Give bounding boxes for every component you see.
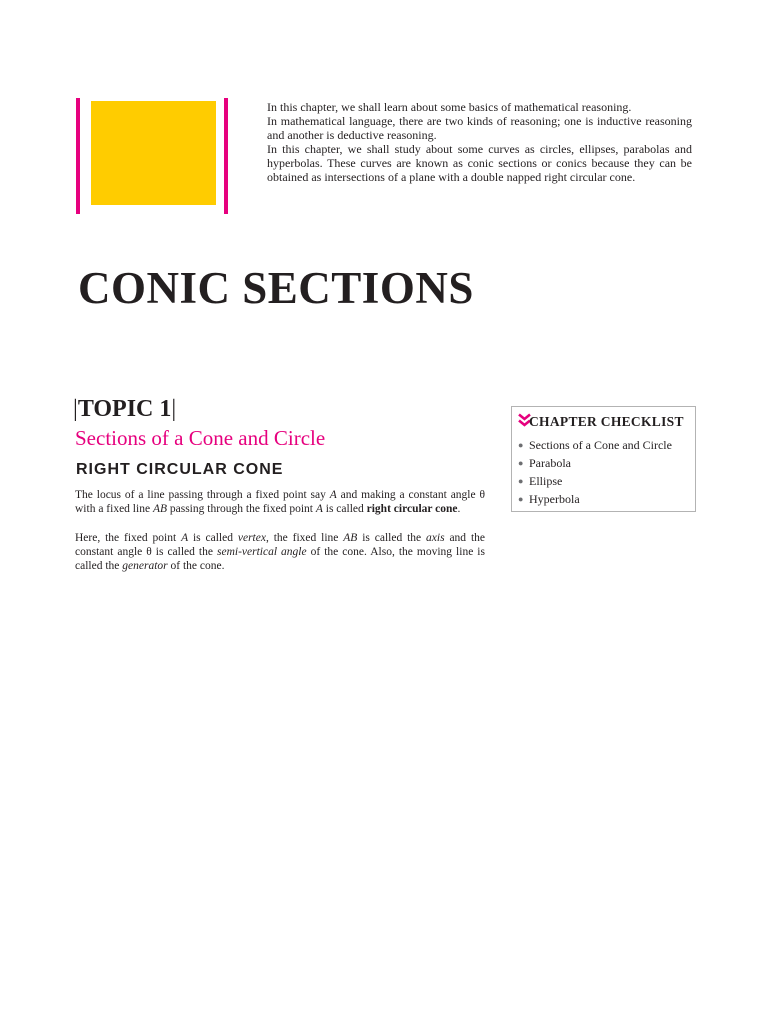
topic-label: |TOPIC 1| bbox=[73, 396, 177, 422]
chapter-intro bbox=[267, 100, 692, 184]
text-run: and making a constant angle θ with a fixed line bbox=[75, 489, 485, 515]
bullet-icon: ● bbox=[518, 440, 524, 450]
bold-term: right circular cone bbox=[366, 503, 458, 515]
italic-term: A bbox=[181, 532, 189, 544]
text-run: Here, the fixed point bbox=[75, 532, 182, 544]
intro-paragraph-3: In this chapter, we shall study about some curves as circles, ellipses, parabolas and hyperbolas. These curves are known as conic sections or conics because they can be obtained as intersections of a plane with a double napped right circular cone. bbox=[267, 142, 692, 184]
italic-term: vertex bbox=[237, 532, 266, 544]
italic-term: A bbox=[329, 489, 337, 501]
text-run: . bbox=[457, 503, 461, 515]
bullet-icon: ● bbox=[518, 494, 524, 504]
definition-paragraph bbox=[75, 488, 485, 516]
bullet-icon: ● bbox=[518, 476, 524, 486]
checklist-item bbox=[518, 472, 672, 490]
intro-paragraph-2: In mathematical language, there are two kinds of reasoning; one is inductive reasoning and another is deductive reasoning. bbox=[267, 114, 692, 142]
explanation-paragraph bbox=[75, 531, 485, 573]
topic-label-text: TOPIC 1 bbox=[77, 396, 172, 422]
italic-term: axis bbox=[426, 532, 445, 544]
text-run: of the cone. Also, the moving line is called the bbox=[75, 546, 485, 572]
topic-subtitle: Sections of a Cone and Circle bbox=[75, 426, 326, 450]
text-run: The locus of a line passing through a fixed point say bbox=[75, 489, 330, 501]
checklist-item-label: Hyperbola bbox=[529, 492, 580, 506]
checklist-item bbox=[518, 436, 672, 454]
chapter-checklist-box bbox=[511, 406, 696, 512]
italic-term: semi-vertical angle bbox=[216, 546, 307, 558]
text-run: passing through the fixed point bbox=[167, 503, 316, 515]
right-accent-bar bbox=[224, 98, 228, 214]
checklist-title: CHAPTER CHECKLIST bbox=[529, 414, 684, 429]
intro-paragraph-1: In this chapter, we shall learn about some basics of mathematical reasoning. bbox=[267, 100, 632, 114]
italic-term: AB bbox=[343, 532, 358, 544]
checklist-item bbox=[518, 490, 672, 508]
text-run: of the cone. bbox=[167, 560, 225, 572]
left-accent-bar bbox=[76, 98, 80, 214]
text-run: is called bbox=[322, 503, 367, 515]
text-run: and the constant angle θ is called the bbox=[75, 532, 485, 558]
text-run: , the fixed line bbox=[265, 532, 344, 544]
section-heading: RIGHT CIRCULAR CONE bbox=[76, 461, 284, 478]
checklist-item-label: Sections of a Cone and Circle bbox=[529, 438, 672, 452]
checklist-item-label: Ellipse bbox=[529, 474, 563, 488]
text-run: is called the bbox=[357, 532, 427, 544]
checklist-item-label: Parabola bbox=[529, 456, 571, 470]
checklist-item bbox=[518, 454, 672, 472]
italic-term: generator bbox=[122, 560, 168, 572]
bullet-icon: ● bbox=[518, 458, 524, 468]
italic-term: A bbox=[315, 503, 323, 515]
checklist-list bbox=[518, 436, 672, 508]
text-run: is called bbox=[188, 532, 238, 544]
italic-term: AB bbox=[152, 503, 167, 515]
chapter-title: CONIC SECTIONS bbox=[78, 263, 474, 313]
chapter-color-block bbox=[91, 101, 216, 205]
